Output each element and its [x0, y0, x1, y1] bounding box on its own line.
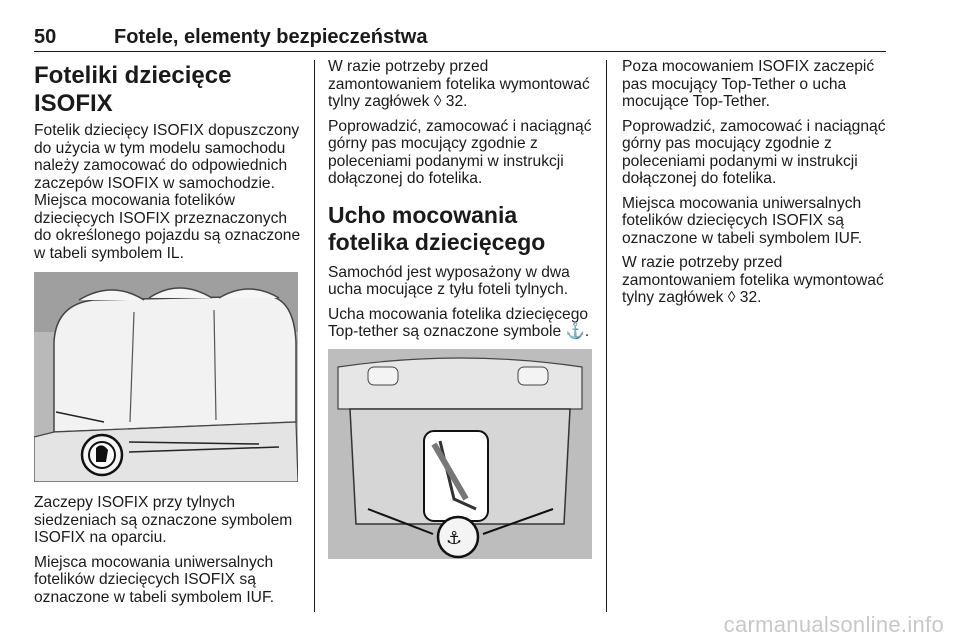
paragraph: W razie potrzeby przed zamontowaniem fotelika wymontować tylny zagłówek ◊ 32. — [328, 58, 590, 110]
paragraph: Poprowadzić, zamocować i naciągnąć górny pas mocujący zgodnie z poleceniami podanymi w instrukcji dołączonej do fotelika. — [328, 117, 592, 187]
page-number: 50 — [34, 26, 57, 48]
paragraph: Miejsca mocowania uniwersalnych fotelików dziecięcych ISOFIX są oznaczone w tabeli symbolem IUF. — [34, 553, 275, 606]
svg-text:⚓: ⚓ — [446, 527, 463, 549]
page-title: Fotele, elementy bezpieczeństwa — [114, 26, 428, 48]
column-3 — [622, 58, 888, 314]
section-heading-isofix: Foteliki dziecięce ISOFIX — [34, 62, 232, 117]
paragraph: W razie potrzeby przed zamontowaniem fotelika wymontować tylny zagłówek ◊ 32. — [622, 254, 884, 306]
paragraph: Ucha mocowania fotelika dziecięcego Top-tether są oznaczone symbole ⚓. — [328, 305, 590, 340]
section-heading-top-tether: Ucho mocowania fotelika dziecięcego — [328, 201, 546, 255]
column-divider-2 — [606, 60, 607, 612]
paragraph: Samochód jest wyposażony w dwa ucha mocujące z tyłu foteli tylnych. — [328, 263, 570, 298]
paragraph: Poprowadzić, zamocować i naciągnąć górny pas mocujący zgodnie z poleceniami podanymi w instrukcji dołączonej do fotelika. — [622, 117, 886, 187]
rear-seat-isofix-illustration — [34, 272, 298, 482]
column-2 — [328, 58, 596, 559]
header-rule — [34, 51, 886, 52]
paragraph: Fotelik dziecięcy ISOFIX dopuszczony do użycia w tym modelu samochodu należy zamocować do odpowiednich zaczepów ISOFIX w samochodzie. Miejsca mocowania fotelików dziecięcych ISOFIX przeznaczonych do określonego pojazdu są oznaczone w tabeli symbolem IL. — [34, 122, 301, 262]
page-header — [34, 26, 886, 50]
watermark: carmanualsonline.info — [723, 612, 944, 637]
trunk-top-tether-illustration — [328, 349, 592, 559]
paragraph: Miejsca mocowania uniwersalnych fotelików dziecięcych ISOFIX są oznaczone w tabeli symbolem IUF. — [622, 194, 863, 247]
column-1 — [34, 58, 304, 613]
paragraph: Poza mocowaniem ISOFIX zaczepić pas mocujący Top-Tether o ucha mocujące Top-Tether. — [622, 58, 875, 110]
paragraph: Zaczepy ISOFIX przy tylnych siedzeniach są oznaczone symbolem ISOFIX na oparciu. — [34, 494, 293, 546]
column-divider-1 — [314, 60, 315, 612]
